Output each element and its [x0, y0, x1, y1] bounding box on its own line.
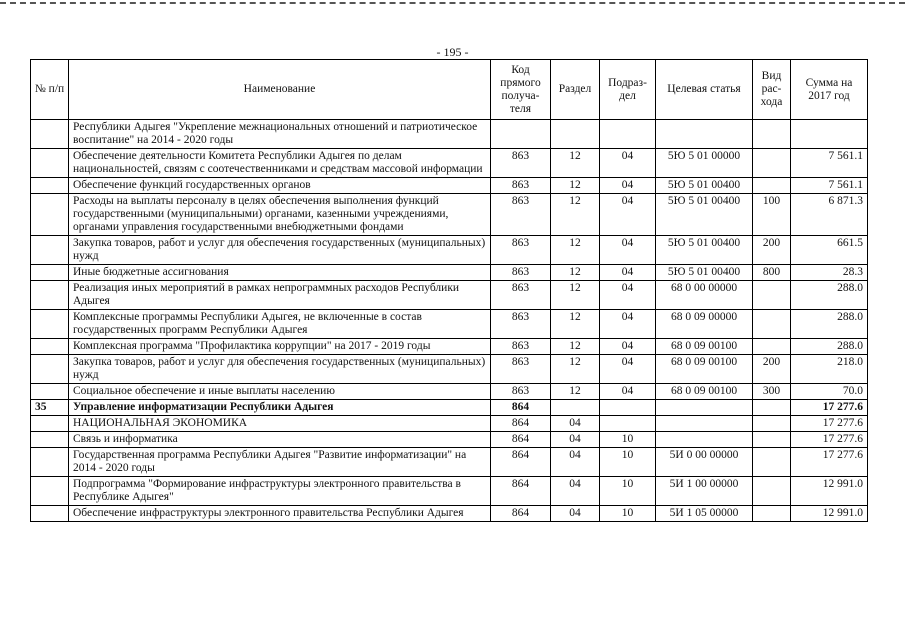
cell-sum: 17 277.6	[791, 400, 868, 416]
cell-num	[31, 384, 69, 400]
cell-name: Расходы на выплаты персоналу в целях обеспечения выполнения функций государственными (муниципальными) органами, казенными учреждениями, органами управления государственными внебюджетными фондами	[69, 194, 491, 236]
cell-subsection	[600, 120, 656, 149]
cell-num	[31, 432, 69, 448]
cell-section	[551, 400, 600, 416]
cell-section: 04	[551, 432, 600, 448]
cell-kind	[753, 477, 791, 506]
cell-code: 864	[491, 400, 551, 416]
cell-subsection: 10	[600, 448, 656, 477]
cell-sum: 17 277.6	[791, 432, 868, 448]
cell-section: 12	[551, 194, 600, 236]
cell-sum: 70.0	[791, 384, 868, 400]
cell-code: 863	[491, 265, 551, 281]
cell-subsection: 04	[600, 339, 656, 355]
cell-name: Комплексные программы Республики Адыгея, не включенные в состав государственных программ Республики Адыгея	[69, 310, 491, 339]
cell-kind: 100	[753, 194, 791, 236]
cell-subsection: 04	[600, 236, 656, 265]
cell-code: 863	[491, 149, 551, 178]
cell-num	[31, 477, 69, 506]
header-kind: Вид рас-хода	[753, 60, 791, 120]
cell-num	[31, 194, 69, 236]
cell-code: 863	[491, 281, 551, 310]
cell-section: 12	[551, 178, 600, 194]
cell-num	[31, 265, 69, 281]
cell-section: 12	[551, 384, 600, 400]
cell-target: 68 0 09 00100	[656, 355, 753, 384]
header-subsection: Подраз-дел	[600, 60, 656, 120]
cell-kind	[753, 506, 791, 522]
table-row	[31, 339, 868, 355]
cell-target: 68 0 09 00100	[656, 384, 753, 400]
cell-subsection: 04	[600, 149, 656, 178]
cell-num	[31, 339, 69, 355]
table-body	[31, 120, 868, 522]
cell-section: 12	[551, 339, 600, 355]
cell-num	[31, 149, 69, 178]
cell-kind	[753, 149, 791, 178]
cell-target: 68 0 09 00100	[656, 339, 753, 355]
cell-kind: 200	[753, 236, 791, 265]
header-num: № п/п	[31, 60, 69, 120]
cell-subsection: 04	[600, 355, 656, 384]
cell-code: 864	[491, 432, 551, 448]
cell-kind: 800	[753, 265, 791, 281]
cell-code: 863	[491, 178, 551, 194]
cell-subsection: 10	[600, 432, 656, 448]
table-row	[31, 236, 868, 265]
cell-name: Реализация иных мероприятий в рамках непрограммных расходов Республики Адыгея	[69, 281, 491, 310]
cell-subsection: 04	[600, 310, 656, 339]
cell-target: 68 0 00 00000	[656, 281, 753, 310]
cell-section: 12	[551, 236, 600, 265]
table-row	[31, 400, 868, 416]
table-row	[31, 194, 868, 236]
cell-target: 5Ю 5 01 00400	[656, 265, 753, 281]
cell-name: Иные бюджетные ассигнования	[69, 265, 491, 281]
cell-num	[31, 506, 69, 522]
table-row	[31, 506, 868, 522]
cell-target: 68 0 09 00000	[656, 310, 753, 339]
cell-kind	[753, 416, 791, 432]
cell-section: 04	[551, 477, 600, 506]
cell-name: Подпрограмма "Формирование инфраструктуры электронного правительства в Республике Адыгея"	[69, 477, 491, 506]
cell-name: Обеспечение деятельности Комитета Республики Адыгея по делам национальностей, связям с соотечественниками и средствам массовой информации	[69, 149, 491, 178]
table-row	[31, 432, 868, 448]
cell-num	[31, 448, 69, 477]
cell-sum: 7 561.1	[791, 178, 868, 194]
cell-target: 5И 0 00 00000	[656, 448, 753, 477]
cell-code: 864	[491, 416, 551, 432]
cell-name: Комплексная программа "Профилактика коррупции" на 2017 - 2019 годы	[69, 339, 491, 355]
table-row	[31, 120, 868, 149]
header-code: Код прямого получа-теля	[491, 60, 551, 120]
cell-sum: 288.0	[791, 281, 868, 310]
cell-code: 863	[491, 236, 551, 265]
cell-kind	[753, 339, 791, 355]
cell-sum: 28.3	[791, 265, 868, 281]
table-row	[31, 281, 868, 310]
cell-section: 12	[551, 310, 600, 339]
cell-code: 863	[491, 194, 551, 236]
cell-subsection: 04	[600, 178, 656, 194]
cell-target: 5Ю 5 01 00400	[656, 194, 753, 236]
cell-section: 04	[551, 416, 600, 432]
cell-section: 12	[551, 265, 600, 281]
cell-name: Социальное обеспечение и иные выплаты населению	[69, 384, 491, 400]
cell-kind	[753, 400, 791, 416]
cell-name: Закупка товаров, работ и услуг для обеспечения государственных (муниципальных) нужд	[69, 236, 491, 265]
table-row	[31, 448, 868, 477]
cell-name: Республики Адыгея "Укрепление межнациональных отношений и патриотическое воспитание" на 2014 - 2020 годы	[69, 120, 491, 149]
cell-subsection: 04	[600, 281, 656, 310]
cell-num	[31, 310, 69, 339]
cell-name: Управление информатизации Республики Адыгея	[69, 400, 491, 416]
cell-target	[656, 400, 753, 416]
cell-subsection	[600, 416, 656, 432]
cell-code: 864	[491, 448, 551, 477]
cell-sum: 17 277.6	[791, 416, 868, 432]
table-row	[31, 149, 868, 178]
cell-kind	[753, 178, 791, 194]
cell-sum: 6 871.3	[791, 194, 868, 236]
cell-kind	[753, 432, 791, 448]
table-row	[31, 355, 868, 384]
table-row	[31, 310, 868, 339]
cell-sum	[791, 120, 868, 149]
cell-subsection	[600, 400, 656, 416]
cell-code: 863	[491, 384, 551, 400]
header-section: Раздел	[551, 60, 600, 120]
cell-subsection: 10	[600, 506, 656, 522]
table-row	[31, 178, 868, 194]
cell-num	[31, 178, 69, 194]
cell-sum: 12 991.0	[791, 506, 868, 522]
cell-sum: 288.0	[791, 310, 868, 339]
cell-code: 863	[491, 310, 551, 339]
cell-kind	[753, 310, 791, 339]
cell-num	[31, 120, 69, 149]
cell-subsection: 04	[600, 265, 656, 281]
cell-kind	[753, 120, 791, 149]
cell-section	[551, 120, 600, 149]
cell-code: 864	[491, 506, 551, 522]
cell-target: 5Ю 5 01 00000	[656, 149, 753, 178]
cell-num: 35	[31, 400, 69, 416]
cell-name: Государственная программа Республики Адыгея "Развитие информатизации" на 2014 - 2020 годы	[69, 448, 491, 477]
cell-subsection: 10	[600, 477, 656, 506]
cell-target: 5И 1 05 00000	[656, 506, 753, 522]
table-row	[31, 265, 868, 281]
cell-name: Связь и информатика	[69, 432, 491, 448]
scan-top-edge	[0, 2, 905, 4]
cell-kind	[753, 448, 791, 477]
cell-sum: 7 561.1	[791, 149, 868, 178]
cell-subsection: 04	[600, 194, 656, 236]
cell-name: НАЦИОНАЛЬНАЯ ЭКОНОМИКА	[69, 416, 491, 432]
cell-num	[31, 355, 69, 384]
cell-kind: 200	[753, 355, 791, 384]
table-header-row	[31, 60, 868, 120]
cell-num	[31, 416, 69, 432]
cell-num	[31, 281, 69, 310]
cell-target	[656, 120, 753, 149]
budget-table	[30, 59, 868, 522]
header-name: Наименование	[69, 60, 491, 120]
cell-code: 863	[491, 355, 551, 384]
cell-section: 12	[551, 281, 600, 310]
cell-kind: 300	[753, 384, 791, 400]
table-row	[31, 384, 868, 400]
table-row	[31, 477, 868, 506]
page-number: - 195 -	[436, 45, 469, 59]
cell-code: 863	[491, 339, 551, 355]
cell-target: 5Ю 5 01 00400	[656, 236, 753, 265]
cell-sum: 288.0	[791, 339, 868, 355]
cell-name: Обеспечение функций государственных органов	[69, 178, 491, 194]
cell-subsection: 04	[600, 384, 656, 400]
header-target: Целевая статья	[656, 60, 753, 120]
cell-sum: 17 277.6	[791, 448, 868, 477]
cell-kind	[753, 281, 791, 310]
cell-target: 5И 1 00 00000	[656, 477, 753, 506]
cell-section: 04	[551, 448, 600, 477]
cell-name: Обеспечение инфраструктуры электронного правительства Республики Адыгея	[69, 506, 491, 522]
cell-target	[656, 416, 753, 432]
table-row	[31, 416, 868, 432]
cell-target: 5Ю 5 01 00400	[656, 178, 753, 194]
cell-name: Закупка товаров, работ и услуг для обеспечения государственных (муниципальных) нужд	[69, 355, 491, 384]
cell-sum: 218.0	[791, 355, 868, 384]
cell-target	[656, 432, 753, 448]
cell-section: 12	[551, 355, 600, 384]
cell-section: 04	[551, 506, 600, 522]
cell-section: 12	[551, 149, 600, 178]
cell-code	[491, 120, 551, 149]
header-sum: Сумма на 2017 год	[791, 60, 868, 120]
cell-num	[31, 236, 69, 265]
cell-code: 864	[491, 477, 551, 506]
cell-sum: 661.5	[791, 236, 868, 265]
cell-sum: 12 991.0	[791, 477, 868, 506]
